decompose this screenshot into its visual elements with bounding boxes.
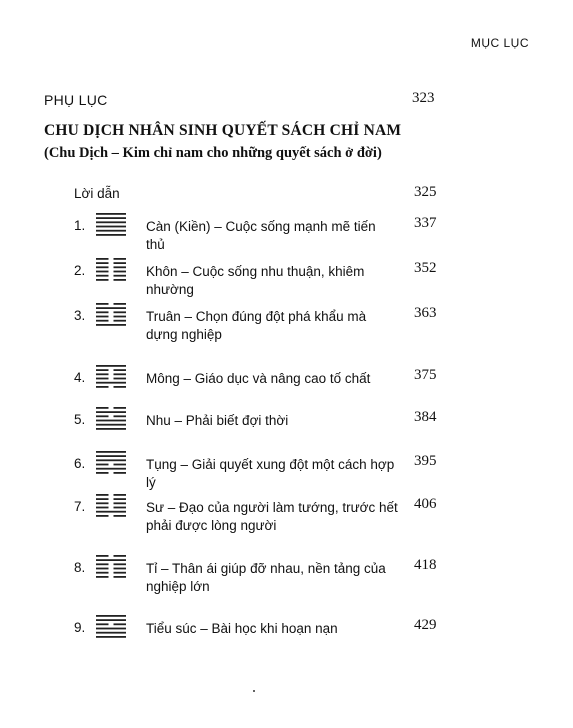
yin-line-segment	[114, 258, 127, 260]
yin-line-segment	[96, 568, 109, 570]
yin-line-segment	[114, 568, 127, 570]
print-speck	[253, 690, 255, 692]
hexagram-icon	[96, 614, 126, 647]
yang-line	[96, 234, 126, 236]
yin-line-segment	[96, 316, 109, 318]
entry-title: Mông – Giáo dục và nâng cao tố chất	[146, 371, 371, 386]
hexagram-lines	[96, 450, 126, 478]
hexagram-lines	[96, 493, 126, 521]
entry-page-number: 395	[414, 453, 437, 469]
yin-line-segment	[96, 494, 109, 496]
yang-line	[96, 636, 126, 638]
yin-line-segment	[114, 279, 127, 281]
yang-line	[96, 428, 126, 430]
entry-title: Tiểu súc – Bài học khi hoạn nạn	[146, 621, 338, 636]
hexagram-lines	[96, 614, 126, 642]
hexagram-lines	[96, 364, 126, 392]
yang-line	[96, 559, 126, 561]
yin-line-segment	[96, 498, 109, 500]
entry-number: 4.	[74, 370, 86, 385]
yin-line-segment	[96, 576, 109, 578]
yin-line-segment	[96, 303, 109, 305]
yang-line	[96, 217, 126, 219]
yin-line-segment	[114, 271, 127, 273]
entry-title: Tỉ – Thân ái giúp đỡ nhau, nền tảng của nghiệp lớn	[146, 561, 386, 594]
yin-line-segment	[96, 623, 109, 625]
yang-line	[96, 307, 126, 309]
yin-line-segment	[96, 555, 109, 557]
yin-line-segment	[96, 369, 109, 371]
yin-line-segment	[114, 373, 127, 375]
yin-line-segment	[114, 494, 127, 496]
entry-number: 6.	[74, 456, 86, 471]
yin-line-segment	[114, 502, 127, 504]
hexagram-icon	[96, 364, 126, 397]
yin-line-segment	[114, 407, 127, 409]
yin-line-segment	[96, 515, 109, 517]
section-title: PHỤ LỤC	[44, 92, 108, 108]
book-title: CHU DỊCH NHÂN SINH QUYẾT SÁCH CHỈ NAM	[44, 122, 402, 139]
yin-line-segment	[114, 563, 127, 565]
yang-line	[96, 615, 126, 617]
yin-line-segment	[114, 623, 127, 625]
hexagram-icon	[96, 406, 126, 439]
yin-line-segment	[96, 386, 109, 388]
hexagram-icon	[96, 493, 126, 526]
yin-line-segment	[96, 271, 109, 273]
entry-number: 9.	[74, 620, 86, 635]
hexagram-lines	[96, 257, 126, 285]
hexagram-icon	[96, 450, 126, 483]
yang-line	[96, 324, 126, 326]
yin-line-segment	[114, 498, 127, 500]
yin-line-segment	[114, 472, 127, 474]
yin-line-segment	[96, 275, 109, 277]
yin-line-segment	[114, 415, 127, 417]
yang-line	[96, 382, 126, 384]
running-head: MỤC LỤC	[470, 36, 529, 50]
entry-page-number: 406	[414, 496, 437, 512]
yin-line-segment	[96, 266, 109, 268]
yin-line-segment	[114, 515, 127, 517]
hexagram-icon	[96, 212, 126, 245]
yin-line-segment	[114, 464, 127, 466]
entry-number: 2.	[74, 263, 86, 278]
yin-line-segment	[96, 311, 109, 313]
yin-line-segment	[96, 262, 109, 264]
yang-line	[96, 459, 126, 461]
entry-title: Nhu – Phải biết đợi thời	[146, 413, 289, 428]
hexagram-icon	[96, 302, 126, 335]
yin-line-segment	[96, 320, 109, 322]
yang-line	[96, 628, 126, 630]
intro-label: Lời dẫn	[74, 186, 120, 201]
entry-page-number: 429	[414, 617, 437, 633]
yin-line-segment	[114, 555, 127, 557]
yin-line-segment	[96, 563, 109, 565]
yang-line	[96, 420, 126, 422]
yin-line-segment	[114, 378, 127, 380]
yin-line-segment	[114, 507, 127, 509]
yang-line	[96, 619, 126, 621]
yin-line-segment	[96, 572, 109, 574]
hexagram-lines	[96, 406, 126, 434]
entry-title: Tụng – Giải quyết xung đột một cách hợp lý	[146, 457, 395, 490]
entry-number: 5.	[74, 412, 86, 427]
yang-line	[96, 230, 126, 232]
yin-line-segment	[114, 320, 127, 322]
yang-line	[96, 468, 126, 470]
intro-page-number: 325	[414, 184, 437, 200]
yin-line-segment	[114, 386, 127, 388]
yang-line	[96, 365, 126, 367]
entry-page-number: 363	[414, 305, 437, 321]
entry-title: Khôn – Cuộc sống nhu thuận, khiêm nhường	[146, 264, 365, 297]
entry-number: 1.	[74, 218, 86, 233]
yin-line-segment	[114, 266, 127, 268]
yin-line-segment	[96, 279, 109, 281]
entry-title: Sư – Đạo của người làm tướng, trước hết phải được lòng người	[146, 500, 398, 533]
book-subtitle: (Chu Dịch – Kim chỉ nam cho những quyết sách ở đời)	[44, 145, 382, 161]
entry-title: Càn (Kiền) – Cuộc sống mạnh mẽ tiến thủ	[146, 219, 376, 252]
yang-line	[96, 226, 126, 228]
entry-number: 7.	[74, 499, 86, 514]
yin-line-segment	[114, 316, 127, 318]
entry-page-number: 375	[414, 367, 437, 383]
yin-line-segment	[96, 472, 109, 474]
yang-line	[96, 451, 126, 453]
yin-line-segment	[96, 507, 109, 509]
hexagram-icon	[96, 257, 126, 290]
yang-line	[96, 411, 126, 413]
hexagram-lines	[96, 212, 126, 240]
yin-line-segment	[96, 258, 109, 260]
yin-line-segment	[96, 415, 109, 417]
entry-number: 8.	[74, 560, 86, 575]
entry-page-number: 337	[414, 215, 437, 231]
yang-line	[96, 632, 126, 634]
section-page-number: 323	[412, 90, 435, 106]
yang-line	[96, 213, 126, 215]
yin-line-segment	[114, 576, 127, 578]
yang-line	[96, 424, 126, 426]
yin-line-segment	[96, 502, 109, 504]
hexagram-lines	[96, 554, 126, 582]
entry-page-number: 418	[414, 557, 437, 573]
entry-number: 3.	[74, 308, 86, 323]
yin-line-segment	[114, 572, 127, 574]
entry-page-number: 352	[414, 260, 437, 276]
yin-line-segment	[114, 303, 127, 305]
yin-line-segment	[114, 262, 127, 264]
yang-line	[96, 455, 126, 457]
yin-line-segment	[114, 275, 127, 277]
entry-page-number: 384	[414, 409, 437, 425]
yang-line	[96, 511, 126, 513]
entry-title: Truân – Chọn đúng đột phá khẩu mà dựng nghiệp	[146, 309, 367, 342]
hexagram-lines	[96, 302, 126, 330]
yin-line-segment	[114, 369, 127, 371]
yin-line-segment	[96, 464, 109, 466]
yin-line-segment	[96, 407, 109, 409]
yin-line-segment	[96, 373, 109, 375]
hexagram-icon	[96, 554, 126, 587]
yin-line-segment	[114, 311, 127, 313]
yin-line-segment	[96, 378, 109, 380]
yang-line	[96, 221, 126, 223]
